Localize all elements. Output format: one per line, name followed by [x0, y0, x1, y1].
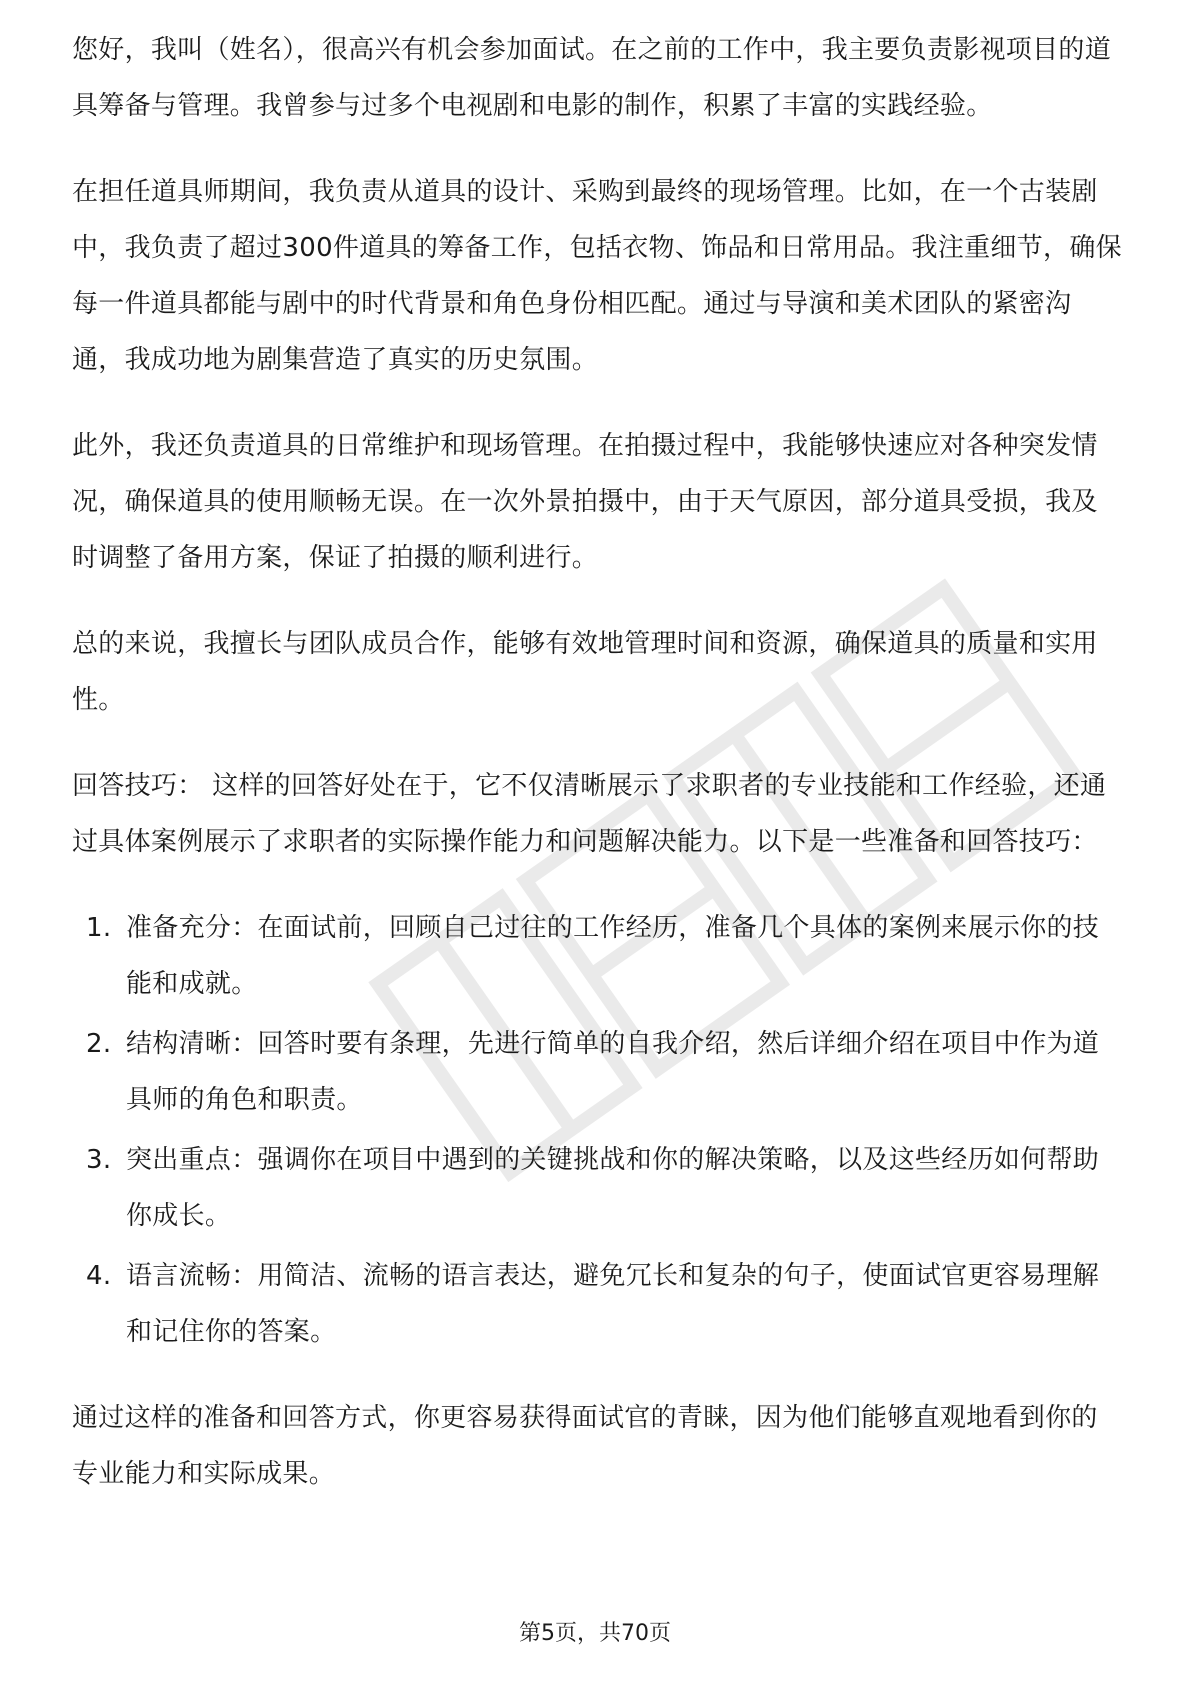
paragraph-tips-intro: 回答技巧： 这样的回答好处在于，它不仅清晰展示了求职者的专业技能和工作经验，还通过具体案例展示了求职者的实际操作能力和问题解决能力。以下是一些准备和回答技巧：	[72, 771, 1107, 857]
list-item-number: 1.	[86, 913, 112, 943]
paragraph-summary: 总的来说，我擅长与团队成员合作，能够有效地管理时间和资源，确保道具的质量和实用性。	[72, 629, 1098, 715]
document-body	[72, 30, 1122, 1532]
paragraph-maintenance: 此外，我还负责道具的日常维护和现场管理。在拍摄过程中，我能够快速应对各种突发情况，确保道具的使用顺畅无误。在一次外景拍摄中，由于天气原因，部分道具受损，我及时调整了备用方案，保证了拍摄的顺利进行。	[72, 431, 1098, 573]
list-item-number: 4.	[86, 1261, 112, 1291]
list-item-text: 结构清晰：回答时要有条理，先进行简单的自我介绍，然后详细介绍在项目中作为道具师的角色和职责。	[126, 1029, 1100, 1115]
list-item-number: 2.	[86, 1029, 112, 1059]
list-item	[72, 1132, 1122, 1244]
list-item-text: 语言流畅：用简洁、流畅的语言表达，避免冗长和复杂的句子，使面试官更容易理解和记住你的答案。	[126, 1261, 1100, 1347]
list-item	[72, 1016, 1122, 1128]
paragraph-intro: 您好，我叫（姓名），很高兴有机会参加面试。在之前的工作中，我主要负责影视项目的道具筹备与管理。我曾参与过多个电视剧和电影的制作，积累了丰富的实践经验。	[72, 35, 1112, 121]
tips-list	[72, 900, 1122, 1360]
list-item	[72, 900, 1122, 1012]
list-item-number: 3.	[86, 1145, 112, 1175]
list-item-text: 准备充分：在面试前，回顾自己过往的工作经历，准备几个具体的案例来展示你的技能和成就。	[126, 913, 1100, 999]
list-item	[72, 1248, 1122, 1360]
paragraph-closing: 通过这样的准备和回答方式，你更容易获得面试官的青睐，因为他们能够直观地看到你的专业能力和实际成果。	[72, 1403, 1098, 1489]
list-item-text: 突出重点：强调你在项目中遇到的关键挑战和你的解决策略，以及这些经历如何帮助你成长。	[126, 1145, 1100, 1231]
paragraph-experience: 在担任道具师期间，我负责从道具的设计、采购到最终的现场管理。比如，在一个古装剧中，我负责了超过300件道具的筹备工作，包括衣物、饰品和日常用品。我注重细节，确保每一件道具都能与剧中的时代背景和角色身份相匹配。通过与导演和美术团队的紧密沟通，我成功地为剧集营造了真实的历史氛围。	[72, 177, 1122, 375]
page-number-footer: 第5页，共70页	[519, 1621, 671, 1646]
